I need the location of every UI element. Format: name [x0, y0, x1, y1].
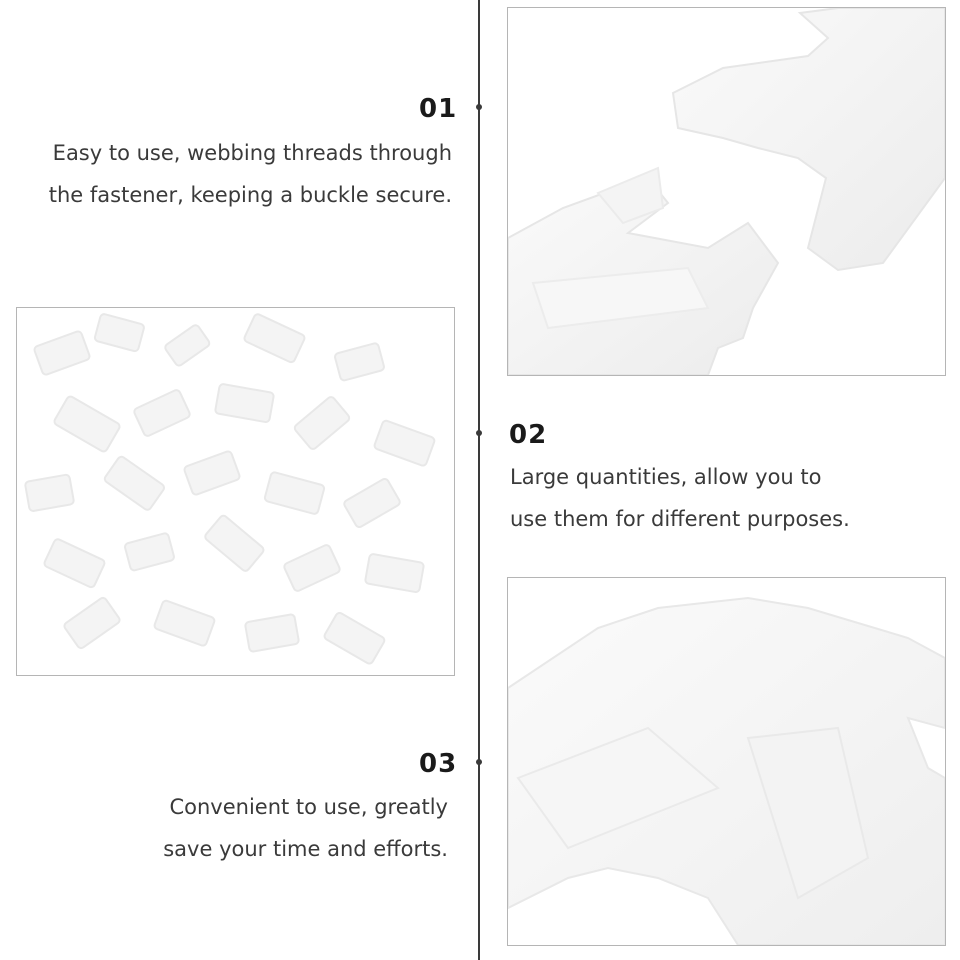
feature-03-line-2: save your time and efforts.: [163, 837, 448, 861]
buckles-pile-icon: [17, 308, 454, 675]
timeline-dot-02: [476, 430, 482, 436]
feature-01-line-2: the fastener, keeping a buckle secure.: [48, 183, 452, 207]
buckle-angled-photo: [507, 577, 946, 946]
timeline-dot-01: [476, 104, 482, 110]
feature-number-02: 02: [509, 420, 548, 450]
timeline-line: [478, 0, 480, 960]
feature-description-03: [163, 786, 448, 870]
feature-02-line-1: Large quantities, allow you to: [510, 465, 822, 489]
buckle-closeup-icon: [508, 8, 945, 375]
feature-description-01: [49, 132, 452, 216]
feature-01-line-1: Easy to use, webbing threads through: [52, 141, 452, 165]
buckle-closeup-photo: [507, 7, 946, 376]
feature-description-02: [510, 456, 850, 540]
feature-02-line-2: use them for different purposes.: [510, 507, 850, 531]
buckle-angled-icon: [508, 578, 945, 945]
feature-number-01: 01: [419, 94, 458, 124]
feature-03-line-1: Convenient to use, greatly: [169, 795, 448, 819]
timeline-dot-03: [476, 759, 482, 765]
buckles-pile-photo: [16, 307, 455, 676]
feature-number-03: 03: [419, 749, 458, 779]
